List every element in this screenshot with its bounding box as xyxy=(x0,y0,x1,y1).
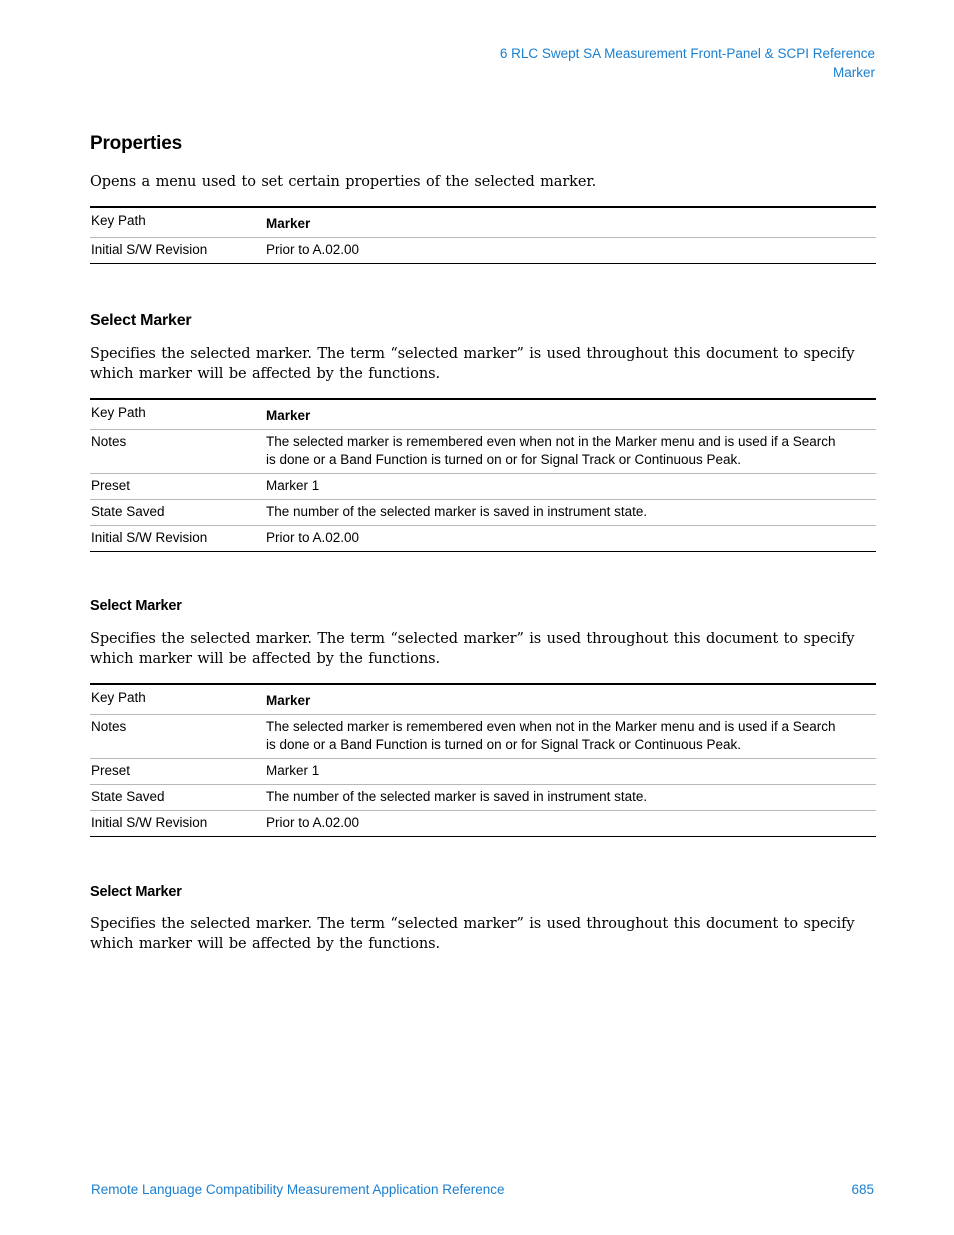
key-path-value: Marker xyxy=(266,408,311,423)
table-row xyxy=(90,500,876,526)
select-marker-heading: Select Marker xyxy=(90,884,182,900)
section-title: Marker xyxy=(832,65,875,80)
select-marker-description-block-2 xyxy=(90,629,876,669)
properties-heading: Properties xyxy=(90,133,182,154)
preset-label: Preset xyxy=(91,478,131,493)
key-path-value: Marker xyxy=(266,693,311,708)
select-marker-description: Specifies the selected marker. The term “selected marker” is used throughout this document to specify which marker will be affected by the functions. xyxy=(90,346,855,382)
select-marker-description: Specifies the selected marker. The term “selected marker” is used throughout this document to specify which marker will be affected by the functions. xyxy=(90,631,855,667)
notes-value: The selected marker is remembered even when not in the Marker menu and is used if a Search is done or a Band Function is turned on or for Signal Track or Continuous Peak. xyxy=(266,719,836,752)
table-row xyxy=(90,715,876,759)
revision-value: Prior to A.02.00 xyxy=(266,815,360,830)
select-marker-table-block-1 xyxy=(90,398,876,552)
state-saved-value: The number of the selected marker is saved in instrument state. xyxy=(266,789,648,804)
key-path-label: Key Path xyxy=(91,405,146,420)
select-marker-description-block-1 xyxy=(90,344,876,384)
select-marker-table xyxy=(90,683,876,837)
notes-label: Notes xyxy=(91,434,127,449)
table-row xyxy=(90,474,876,500)
select-marker-table xyxy=(90,398,876,552)
select-marker-heading: Select Marker xyxy=(90,312,192,329)
table-row xyxy=(90,207,876,238)
select-marker-description-block-3 xyxy=(90,914,876,954)
table-row xyxy=(90,526,876,552)
select-marker-section-1 xyxy=(90,312,876,330)
table-row xyxy=(90,430,876,474)
key-path-label: Key Path xyxy=(91,690,146,705)
preset-value: Marker 1 xyxy=(266,478,320,493)
footer-book-title: Remote Language Compatibility Measurement Application Reference xyxy=(91,1182,505,1197)
properties-description-block xyxy=(90,172,876,192)
preset-value: Marker 1 xyxy=(266,763,320,778)
preset-label: Preset xyxy=(91,763,131,778)
state-saved-label: State Saved xyxy=(91,504,165,519)
select-marker-section-2 xyxy=(90,598,876,614)
table-row xyxy=(90,684,876,715)
table-row xyxy=(90,399,876,430)
footer-page-number: 685 xyxy=(851,1182,874,1197)
properties-section xyxy=(90,133,876,155)
revision-label: Initial S/W Revision xyxy=(91,242,208,257)
chapter-title: 6 RLC Swept SA Measurement Front-Panel & SCPI Reference xyxy=(499,46,875,61)
properties-description: Opens a menu used to set certain properties of the selected marker. xyxy=(90,174,597,190)
table-row xyxy=(90,811,876,837)
table-row xyxy=(90,759,876,785)
select-marker-section-3 xyxy=(90,884,876,900)
state-saved-label: State Saved xyxy=(91,789,165,804)
properties-table-block xyxy=(90,206,876,264)
table-row xyxy=(90,785,876,811)
notes-value: The selected marker is remembered even when not in the Marker menu and is used if a Search is done or a Band Function is turned on or for Signal Track or Continuous Peak. xyxy=(266,434,836,467)
revision-value: Prior to A.02.00 xyxy=(266,530,360,545)
revision-label: Initial S/W Revision xyxy=(91,530,208,545)
notes-label: Notes xyxy=(91,719,127,734)
key-path-value: Marker xyxy=(266,216,311,231)
properties-table xyxy=(90,206,876,264)
table-row xyxy=(90,238,876,264)
revision-value: Prior to A.02.00 xyxy=(266,242,360,257)
select-marker-description: Specifies the selected marker. The term “selected marker” is used throughout this document to specify which marker will be affected by the functions. xyxy=(90,916,855,952)
select-marker-heading: Select Marker xyxy=(90,598,182,614)
state-saved-value: The number of the selected marker is saved in instrument state. xyxy=(266,504,648,519)
revision-label: Initial S/W Revision xyxy=(91,815,208,830)
select-marker-table-block-2 xyxy=(90,683,876,837)
key-path-label: Key Path xyxy=(91,213,146,228)
running-header xyxy=(500,44,875,82)
